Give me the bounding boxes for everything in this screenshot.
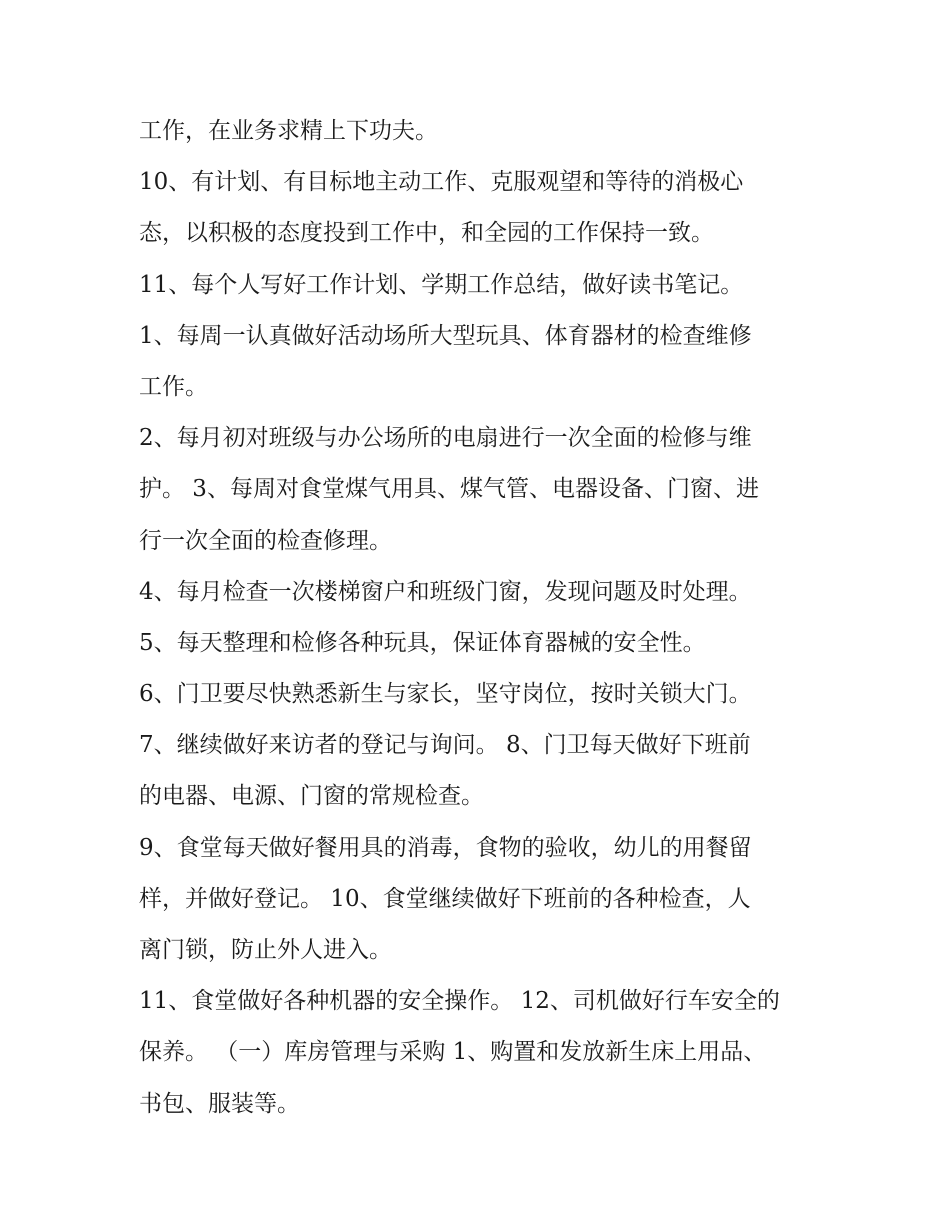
text-line-3: 态，以积极的态度投到工作中，和全园的工作保持一致。: [139, 220, 714, 247]
text-line-2: 10、有计划、有目标地主动工作、克服观望和等待的消极心: [139, 169, 744, 196]
text-line-4: 11、每个人写好工作计划、学期工作总结，做好读书笔记。: [139, 271, 744, 298]
text-line-15: 9、食堂每天做好餐用具的消毒，食物的验收，幼儿的用餐留: [139, 834, 752, 861]
text-line-17: 离门锁，防止外人进入。: [139, 937, 392, 963]
text-line-20: 书包、服装等。: [139, 1090, 300, 1117]
text-line-1: 工作，在业务求精上下功夫。: [139, 118, 438, 144]
text-line-9: 行一次全面的检查修理。: [139, 527, 392, 554]
text-line-18: 11、食堂做好各种机器的安全操作。 12、司机做好行车安全的: [139, 988, 780, 1015]
text-line-6: 工作。: [139, 373, 208, 400]
text-line-13: 7、继续做好来访者的登记与询问。 8、门卫每天做好下班前: [139, 732, 751, 759]
text-line-14: 的电器、电源、门窗的常规检查。: [139, 783, 484, 810]
text-line-16: 样，并做好登记。 10、食堂继续做好下班前的各种检查，人: [139, 885, 751, 912]
text-line-10: 4、每月检查一次楼梯窗户和班级门窗，发现问题及时处理。: [139, 578, 752, 605]
text-line-5: 1、每周一认真做好活动场所大型玩具、体育器材的检查维修: [139, 322, 752, 349]
text-line-7: 2、每月初对班级与办公场所的电扇进行一次全面的检修与维: [139, 425, 752, 452]
text-line-12: 6、门卫要尽快熟悉新生与家长，坚守岗位，按时关锁大门。: [139, 681, 752, 708]
text-line-11: 5、每天整理和检修各种玩具，保证体育器械的安全性。: [139, 629, 706, 656]
body-text: [139, 106, 819, 1130]
text-line-19: 保养。 （一）库房管理与采购 1、购置和发放新生床上用品、: [139, 1039, 767, 1066]
text-line-8: 护。 3、每周对食堂煤气用具、煤气管、电器设备、门窗、进: [139, 476, 759, 503]
